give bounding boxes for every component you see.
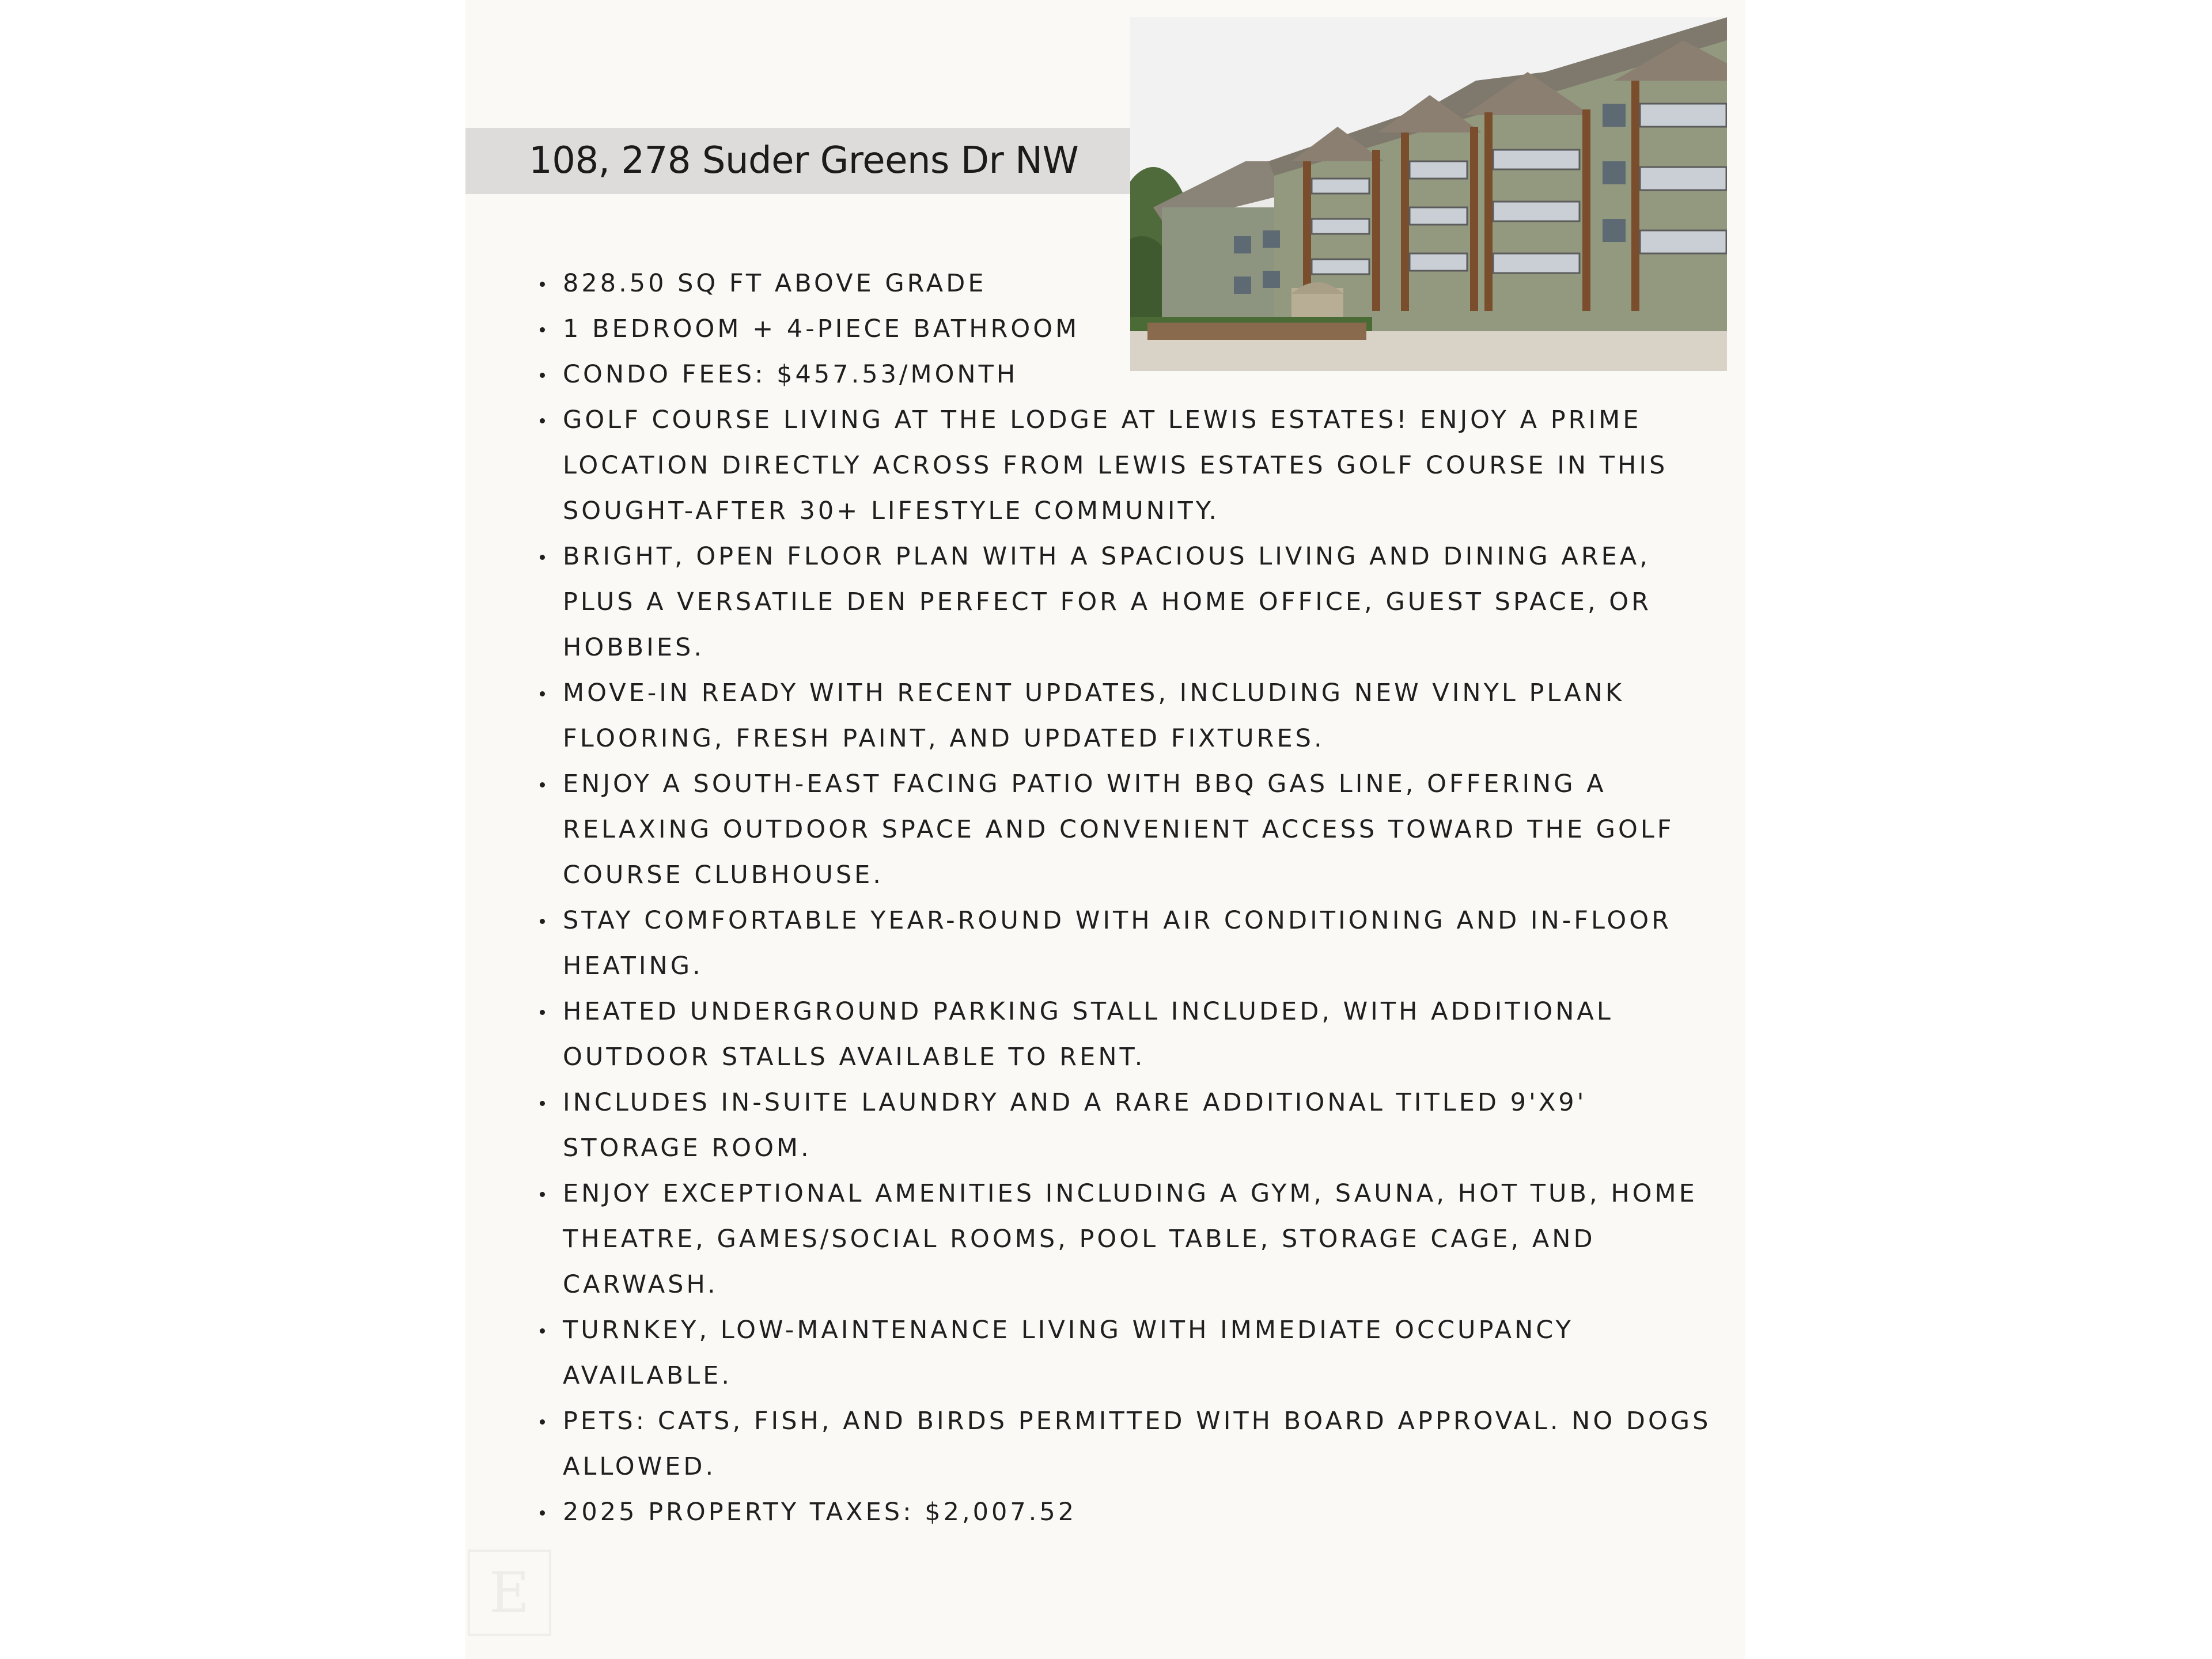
list-item: TURNKEY, LOW-MAINTENANCE LIVING WITH IMMEDIATE OCCUPANCY AVAILABLE. [539,1308,1714,1399]
list-item: ENJOY EXCEPTIONAL AMENITIES INCLUDING A GYM, SAUNA, HOT TUB, HOME THEATRE, GAMES/SOCIAL ROOMS, POOL TABLE, STORAGE CAGE, AND CARWASH. [539,1171,1714,1308]
listing-address: 108, 278 Suder Greens Dr NW [529,139,1079,182]
list-item: CONDO FEES: $457.53/MONTH [539,352,1714,397]
list-item: BRIGHT, OPEN FLOOR PLAN WITH A SPACIOUS LIVING AND DINING AREA, PLUS A VERSATILE DEN PERFECT FOR A HOME OFFICE, GUEST SPACE, OR HOBBIES. [539,534,1714,671]
feature-list [539,261,1714,1535]
list-item: MOVE-IN READY WITH RECENT UPDATES, INCLUDING NEW VINYL PLANK FLOORING, FRESH PAINT, AND UPDATED FIXTURES. [539,671,1714,762]
list-item: PETS: CATS, FISH, AND BIRDS PERMITTED WITH BOARD APPROVAL. NO DOGS ALLOWED. [539,1399,1714,1490]
list-item: INCLUDES IN-SUITE LAUNDRY AND A RARE ADDITIONAL TITLED 9'X9' STORAGE ROOM. [539,1080,1714,1171]
list-item: 828.50 SQ FT ABOVE GRADE [539,261,1714,306]
list-item: 2025 PROPERTY TAXES: $2,007.52 [539,1490,1714,1535]
list-item: ENJOY A SOUTH-EAST FACING PATIO WITH BBQ GAS LINE, OFFERING A RELAXING OUTDOOR SPACE AND CONVENIENT ACCESS TOWARD THE GOLF COURSE CLUBHOUSE. [539,762,1714,898]
list-item: STAY COMFORTABLE YEAR-ROUND WITH AIR CONDITIONING AND IN-FLOOR HEATING. [539,898,1714,989]
title-bar [465,128,1130,194]
brokerage-logo-icon [468,1550,551,1636]
list-item: HEATED UNDERGROUND PARKING STALL INCLUDED, WITH ADDITIONAL OUTDOOR STALLS AVAILABLE TO RENT. [539,989,1714,1080]
svg-text:E: E [488,1560,530,1625]
list-item: 1 BEDROOM + 4-PIECE BATHROOM [539,306,1714,352]
list-item: GOLF COURSE LIVING AT THE LODGE AT LEWIS ESTATES! ENJOY A PRIME LOCATION DIRECTLY ACROSS FROM LEWIS ESTATES GOLF COURSE IN THIS SOUGHT-AFTER 30+ LIFESTYLE COMMUNITY. [539,397,1714,534]
